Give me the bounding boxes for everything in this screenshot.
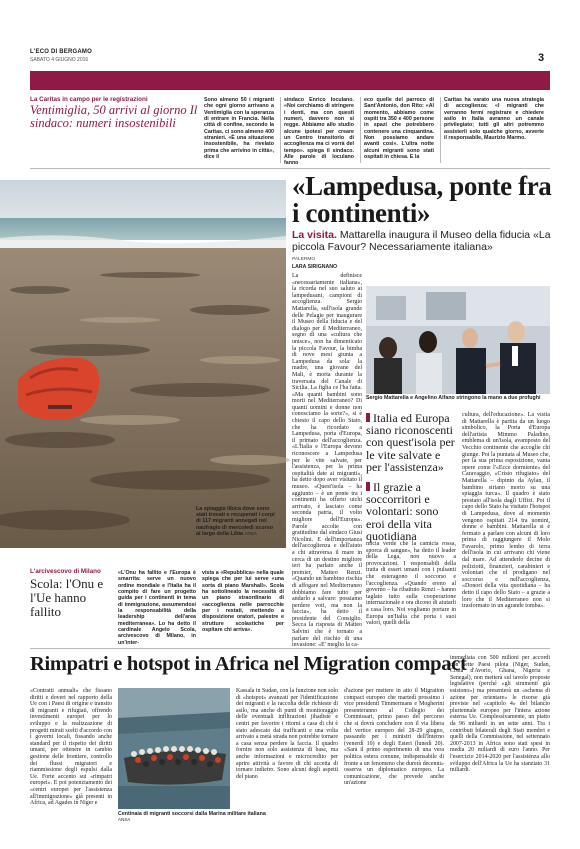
main-headline: «Lampedusa, ponte fra i continenti» [292,171,552,228]
caritas-col-1: Sono almeno 50 i migranti che ogni giorno arrivano a Ventimiglia con la speranza di entrare in Francia. Nella città di confine, secondo la Caritas, ci sono almeno 400 stranieri. «È una situazione insostenibile, ha rivelato prima che arrivino in città», dice il [204,97,274,161]
caritas-col-4: Caritas ha varato una nuova strategia di accoglienza: «I migranti che verranno fermi registrare e chiedere asilo in Italia avranno un canale privilegiato; tutti gli altri potremmo assisterli solo qualche giorno, avverte il responsabile, Maurizio Marmo. [444,97,544,142]
arcivescovo-col-1: «L'Onu ha fallito e l'Europa è smarrita: serve un nuovo ordine mondiale e l'Italia ha il compito di fare un progetto guida per i continenti in tema di immigrazione, assumendosi la responsabilità della leadership dell'area mediterranea». Lo ha detto il cardinale Angelo Scola, arcivescovo di Milano, in un'inter- [118,570,196,646]
caritas-title: Ventimiglia, 50 arrivi al giorno Il sindaco: numeri insostenibili [30,103,198,130]
main-article-col-3: cultura, dell'educazione». La visita di Mattarella è partita da un luogo simbolico, la Porta d'Europa dell'artista Mimmo Paladino, emblema di un'isola, avamposto del Vecchio continente che accoglie chi giunge. Poi la puntata al Museo che, per la sua prima esposizione, vanta opere come l'«Ecce dormiente» del Caravaggio, «Cristo rifugiato» del Mattarella – dipinto da Aylan, il bambino siriano morto su una spiaggia turca». Il quadro è stato prestato all'isola dagli Uffizi. Poi il capo dello Stato ha visitato l'hotspot di Lampedusa, dove al momento vengono ospitati 214 tra uomini, donne e bambini. Mattarella si è fermato a parlare con alcuni di loro prima di raggiungere il Molo Favarolo, primo lembo di terra dell'isola in cui arrivano chi viene dal mare. Ad attenderlo decine di poliziotti, finanzieri, carabinieri e volontari che el prodigano nel soccorso e nell'accoglienza, «Donori della vita quotidiana – ha detto il capo dello Stato – a grazie a loro che il Mediterraneo non si trasformato in un agrande tomba». [462,412,550,610]
beach-photo-caption [196,506,278,537]
column-separator [360,97,361,163]
migrants-boat-photo [118,688,230,809]
paper-name: L'ECO DI BERGAMO [30,49,92,55]
subtitle-kicker: La visita. [292,229,337,241]
photo-credit: ANSA [118,817,131,822]
column-separator [280,97,281,163]
column-separator [440,97,441,163]
mattarella-photo-caption: Sergio Mattarella e Angelino Alfano stringono la mano a due profughi [366,395,541,401]
beach-photo-caption-text: La spiaggia libica dove sono stati trovati e recuperati i corpi di 117 migranti annegati nel naufragio di mercoledì scorso al largo della Libia [196,506,275,537]
main-article-col-2: micia verde che la camicia rossa, sporca di sangue», ha detto il leader della Lega, non nuovo a provocazioni. I responsabili della tratta di esseri umani con i pulsanti che esteragono il soccorso e l'accoglienza. «Quando ereno al governo – ha ribattuto Renzi – hanno taglato tutto sulla cooperazione internazionale e ora dicono di aiutarli a casa loro. Noi vogliamo portare in Europa un'Italia che porta i suoi valori, quelli della [366,541,456,627]
arcivescovo-title: Scola: l'Onu e l'Ue hanno fallito [30,576,104,619]
arcivescovo-col-2: vista a «Repubblica» nella quale spiega che per lui serve «una sorta di piano Marshall». Scola ha sottolineato la necessità di un piano straordinario di «accoglienza nelle parrocchie per i restati, mettendo a disposizione oratori, palestre e strutture scolastiche per ospitare chi arriva». [202,570,284,634]
pullquote-marker [366,413,370,422]
pullquote-1-text: Italia ed Europa siano riconoscenti con quest'isola per le vite salvate e per l'assistenza» [366,411,455,474]
mattarella-photo [366,286,550,394]
main-article-col-1: La definisce «necessariamente italiana», la ricorda nel suo saluto ai lampedusani, campioni di accoglienza. Sergio Mattarella, sull'isola grande delle Pelagie per inaugurare il Museo della fiducia e del dialogo per il Mediterraneo, segno di una «cultura che unisce», non ha dimenticato la piccola Favour, la bimba di nove mesi giunta a Lampedusa da sola: la madre, una giovane del Mali, è morta durante la traversata del Canale di Sicilia. La figlia ce l'ha fatta. «Ma quanti bambini sono morti nel Mediterraneo? Di quanti uomini e donne non conosciamo la sorte?», si è chiesto il capo dello Stato, che ha ricordato a Lampedusa, porta d'Europa, il primato dell'accoglienza. «L'Italia e l'Europa devono riconoscere a Lampedusa per le vite salvate, per l'assistenza, per la prima ospitalità date ai migranti», ha detto dopo aver visitato il museo. «Quest'isola – ha aggiunto – è un ponte tra i continenti ha offerto uichi arrivato, è lasciato come seconda patria, il volto migliore dell'Europa». Parole accolte con gratitudine dal sindaco Giusi Nicolini. E dell'importanza dell'accoglienza e dell'aiuto a chi attraversa il mare in cerca di un destino migliore ieri ha parlato anche il premier, Matteo Renzi. «Quando un bambino rischia di affogare nel Mediterraneo dobbiamo fare tutto per andarlo a salvare: possiamo perdere voti, ma non la faccia», ha detto il presidente del Consiglio. Secca la risposta di Matteo Salvini che è tornato a parlare del rischio di una invasione: «E' meglio la ca- [292,273,362,649]
bottom-article-col-1: «Contratti annuali» che fissano diritti e doveri nel rapporto della Ue con i Paesi di origine e transito di migranti e rifugiati, offrendo investimenti europei per lo sviluppo e la realizzazione di progetti mirati scelti d'accordo con i governi locali, fissando anche standard per il rispetto dei diritti umani, per ottenere in cambio gestione delle frontiere, controllo dei flussi migratori e riammissione degli espulsi dalla Ue. Forte accento sui «rimpatri europei». E poi potenziamento dei «centri europei per l'assistenza all'immigrazione» già presenti in Africa, ad Agades in Niger e [30,688,112,807]
bottom-article-col-4: immediata con 500 milioni per accordi con sette Paesi pilota (Niger, Sudan, Costa d'Avorio, Ghana, Nigeria e Senegal), non metterà sul tavolo proposte legislative (perché «gli strumenti già esistono») ma presenterà un «schema di azione per orientare» le risorse già previste nel «capitolo 4» del bilancio pluriennale europeo per l'intera azione esterna Ue. Complessivamente, un piatto da 96 miliardi in un sette anni. Tra i contributi bilaterali degli Stati membri e quelli della Commissione, nel settennato 2007-2013 in Africa sono stati spesi in media 20 miliardi di euro l'anno. Per l'esercizio 2014-2020 per l'assistenza allo sviluppo dell'Africa la Ue ha stanziato 31 miliardi. [450,655,550,774]
page-number: 3 [538,52,545,64]
caritas-col-3: eco quelle del parroco di Sant'Antonio, don Rito: «Al momento, abbiamo come ospiti tra 350 e 400 persone in spazi che potrebbero contenere una cinquantina. Non possiamo andare avanti così». L'ultra notte alcuni migranti sono stati ospitati in chiesa. E la [364,97,434,161]
section-divider [30,648,550,649]
bottom-article-col-2: Kassala in Sudan, con la funzione non solo di «hotspot» avanzati per l'identificazione dei migranti e la raccolta delle richieste di asilo, ma anche di punti di monitoraggio delle eventuali infiltrazioni jihadiste e centri per favorire i ritorni a casa di chi è stato adescato dai trafficanti e una volta arrivato a metà strada non potrebbe tornare a casa senza perdere la faccia. Il quadro fornire non solo assistenza di base, ma anche informazioni e microcredito per aprire attività a favore di chi accetta di tornare indietro. Sono alcuni degli aspetti del piano [236,688,338,780]
beach-photo [0,180,286,548]
bottom-headline: Rimpatri e hotspot in Africa nel Migration compact [30,653,467,675]
section-divider [30,168,550,169]
pullquote-1 [366,412,456,473]
byline: LARA SIRIGNANO [292,264,338,270]
pullquote-marker [366,482,370,491]
paper-date: SABATO 4 GIUGNO 2016 [30,57,89,63]
main-subtitle [292,230,554,253]
migrants-photo-caption-text: Centinaia di migranti soccorsi dalla Marina militare italiana [118,811,266,817]
pullquote-2 [366,481,456,542]
pullquote-2-text: Il grazie a soccorritori e volontari: sono eroi della vita quotidiana [366,480,439,543]
photo-credit: ANSA [244,530,257,536]
caritas-kicker: La Caritas in campo per le registrazioni [30,96,148,103]
bottom-article-col-3: d'azione per mettere in atto il Migration compact europeo che martedì prossimo i vice presidenti Timmermans e Mogherini presenteranno al Collegio dei Commissari, primo passo del percorso che si dovrà concludere con il via libera del vertice europeo del 28-29 giugno, passando per i ministri dell'Interno (venerdì 10) e degli Esteri (lunedì 20). «Sarà il primo esperimento di una vera politica estera comune, indispensabile di fronte a un fenomeno che durerà decenni» osserva un diplomatico europeo. La comunicazione, che prevede anche un'azione [344,688,444,787]
section-color-bar [30,71,550,90]
caritas-col-2: sindaco Enrico Ioculano. «Noi cerchiamo di stringere i denti, ma con questi numeri, davvero non si regge. Abbiamo allo studio alcune ipotesi per creare un Centro transitorio di accoglienza ma ci vorrà del tempo». spiega il sindaco. Alle parole di Ioculano fanno [284,97,354,167]
subtitle-text: Mattarella inaugura il Museo della fiducia «La piccola Favour? Necessariamente italiana» [292,229,551,253]
arcivescovo-kicker: L'arcivescovo di Milano [30,568,101,575]
dateline: PALERMO [292,257,316,262]
